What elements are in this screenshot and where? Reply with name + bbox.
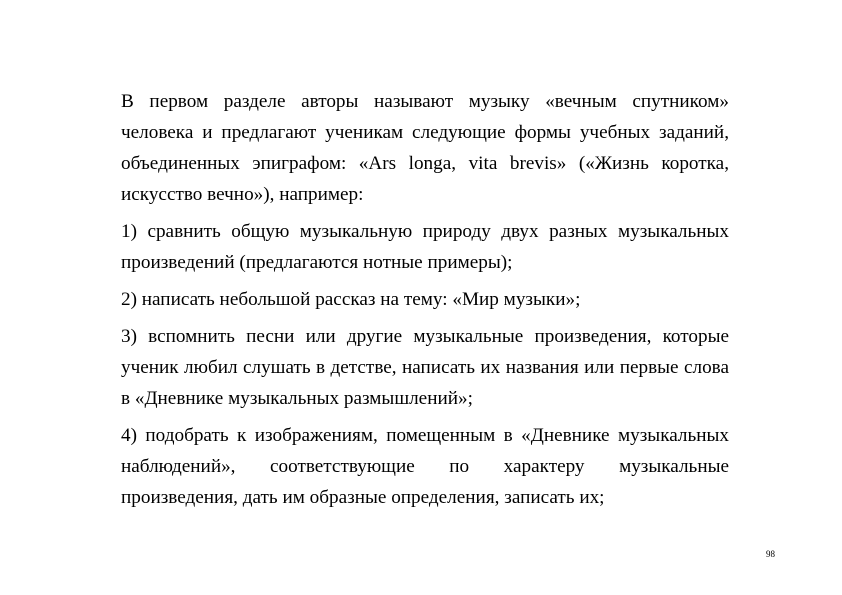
list-item-3: 3) вспомнить песни или другие музыкальные произведения, которые ученик любил слушать в детстве, написать их названия или первые слова в «Дневнике музыкальных размышлений»; <box>121 326 729 409</box>
list-item-1: 1) сравнить общую музыкальную природу двух разных музыкальных произведений (предлагаются нотные примеры); <box>121 221 729 273</box>
list-item-4: 4) подобрать к изображениям, помещенным в «Дневнике музыкальных наблюдений», соответствующие по характеру музыкальные произведения, дать им образные определения, записать их; <box>121 425 729 508</box>
paragraph-intro: В первом разделе авторы называют музыку «вечным спутником» человека и предлагают ученикам следующие формы учебных заданий, объединенных эпиграфом: «Ars longa, vita brevis» («Жизнь коротка, искусство вечно»), например: <box>121 91 729 205</box>
list-item-2: 2) написать небольшой рассказ на тему: «Мир музыки»; <box>121 289 581 310</box>
text-body <box>121 86 729 519</box>
page-number: 98 <box>766 549 775 559</box>
